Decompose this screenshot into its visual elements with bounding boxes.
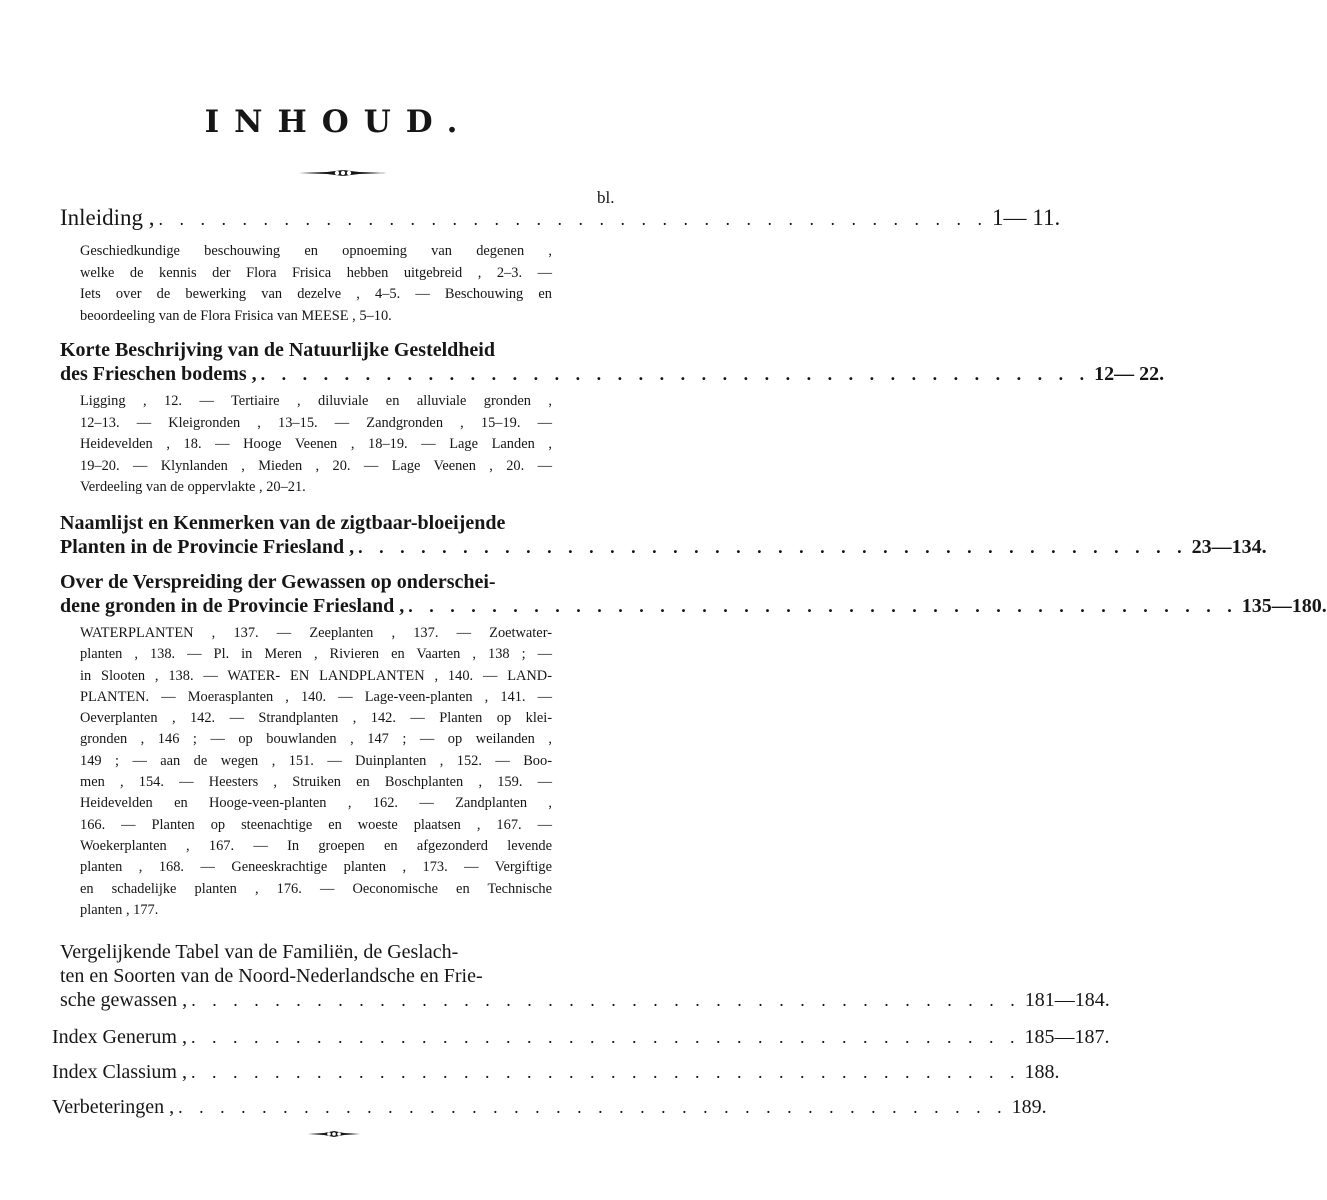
summary-line: WATERPLANTEN , 137. — Zeeplanten , 137. — Zoetwater- (80, 625, 552, 641)
summary-line: planten , 177. (80, 901, 159, 918)
toc-entry-naamlijst[interactable] (60, 511, 1267, 559)
summary-line: Verdeeling van de oppervlakte , 20–21. (80, 479, 306, 495)
toc-entry-verspreiding[interactable] (60, 570, 1327, 618)
toc-entry-label: Korte Beschrijving van de Natuurlijke Gesteldheid (60, 339, 495, 361)
summary-line: Iets over de bewerking van dezelve , 4–5. — Beschouwing en (80, 286, 552, 302)
summary-line: 19–20. — Klynlanden , Mieden , 20. — Lage Veenen , 20. — (80, 457, 552, 474)
summary-line: 12–13. — Kleigronden , 13–15. — Zandgronden , 15–19. — (80, 414, 552, 431)
toc-entry-korte-beschrijving[interactable] (60, 338, 1165, 386)
toc-entry-label: Index Classium , (52, 1061, 187, 1083)
toc-entry-label: ten en Soorten van de Noord-Nederlandsche en Frie- (60, 965, 483, 987)
summary-line: planten , 138. — Pl. in Meren , Rivieren en Vaarten , 138 ; — (80, 646, 552, 663)
toc-entry-pages: 23—134. (1191, 536, 1267, 558)
toc-entry-label: Over de Verspreiding der Gewassen op onderschei- (60, 571, 496, 593)
bottom-ornament-rule (306, 1129, 362, 1139)
toc-entry-label: Vergelijkende Tabel van de Familiën, de Geslach- (60, 941, 459, 963)
toc-entry-pages: 135—180. (1241, 595, 1327, 617)
summary-line: planten , 168. — Geneeskrachtige planten , 173. — Vergiftige (80, 859, 552, 876)
summary-line: men , 154. — Heesters , Struiken en Boschplanten , 159. — (80, 774, 552, 791)
dot-leader: . . . . . . . . . . . . . . . . . . . . . . . . . . . . . . . . . . . . . . . . (190, 1027, 1021, 1047)
summary-line: 166. — Planten op steenachtige en woeste plaatsen , 167. — (80, 816, 552, 833)
toc-entry-label: dene gronden in de Provincie Friesland , (60, 595, 405, 617)
toc-entry-pages: 12— 22. (1094, 363, 1165, 385)
toc-entry-index-classium[interactable] (52, 1060, 1060, 1084)
toc-entry-label: Planten in de Provincie Friesland , (60, 536, 355, 558)
summary-line: Geschiedkundige beschouwing en opnoeming van degenen , (80, 243, 552, 259)
toc-entry-label: sche gewassen , (60, 989, 188, 1011)
dot-leader: . . . . . . . . . . . . . . . . . . . . . . . . . . . . . . . . . . . . . . . . (408, 596, 1238, 616)
dot-leader: . . . . . . . . . . . . . . . . . . . . . . . . . . . . . . . . . . . . . . . . (260, 364, 1091, 384)
summary-line: en schadelijke planten , 176. — Oeconomische en Technische (80, 880, 552, 897)
toc-entry-vergelijkende-tabel[interactable] (60, 940, 1110, 1012)
summary-line: Heidevelden , 18. — Hooge Veenen , 18–19. — Lage Landen , (80, 436, 552, 452)
page-title: INHOUD. (204, 104, 473, 140)
toc-entry-index-generum[interactable] (52, 1025, 1110, 1049)
dot-leader: . . . . . . . . . . . . . . . . . . . . . . . . . . . . . . . . . . . . . . . . (358, 537, 1188, 557)
toc-entry-pages: 1— 11. (992, 205, 1061, 230)
toc-entry-label: Naamlijst en Kenmerken van de zigtbaar-bloeijende (60, 512, 506, 534)
top-ornament-rule (297, 168, 389, 178)
summary-line: beoordeeling van de Flora Frisica van MEESE , 5–10. (80, 307, 392, 324)
summary-line: Heidevelden en Hooge-veen-planten , 162. — Zandplanten , (80, 795, 552, 812)
summary-line: gronden , 146 ; — op bouwlanden , 147 ; — op weilanden , (80, 731, 552, 748)
dot-leader: . . . . . . . . . . . . . . . . . . . . . . . . . . . . . . . . . . . . . . . . (191, 1062, 1021, 1082)
page-column-header: bl. (597, 188, 615, 207)
summary-line: Ligging , 12. — Tertiaire , diluviale en alluviale gronden , (80, 393, 552, 409)
dot-leader: . . . . . . . . . . . . . . . . . . . . . . . . . . . . . . . . . . . . . . . . (191, 990, 1021, 1010)
toc-entry-summary (80, 623, 552, 921)
summary-line: Oeverplanten , 142. — Strandplanten , 142. — Planten op klei- (80, 710, 552, 727)
summary-line: PLANTEN. — Moerasplanten , 140. — Lage-veen-planten , 141. — (80, 688, 552, 705)
toc-entry-pages: 185—187. (1024, 1026, 1110, 1048)
toc-entry-pages: 181—184. (1024, 989, 1110, 1011)
summary-line: welke de kennis der Flora Frisica hebben uitgebreid , 2–3. — (80, 264, 552, 281)
toc-entry-label: Verbeteringen , (52, 1096, 175, 1118)
toc-entry-pages: 188. (1024, 1061, 1060, 1083)
summary-line: in Slooten , 138. — WATER- EN LANDPLANTEN , 140. — LAND- (80, 667, 552, 684)
toc-entry-pages: 189. (1011, 1096, 1047, 1118)
toc-entry-inleiding[interactable] (60, 205, 1061, 231)
toc-entry-summary (80, 241, 552, 327)
toc-entry-label: Inleiding , (60, 205, 155, 230)
dot-leader: . . . . . . . . . . . . . . . . . . . . . . . . . . . . . . . . . . . . . . . . (178, 1097, 1008, 1117)
summary-line: 149 ; — aan de wegen , 151. — Duinplanten , 152. — Boo- (80, 752, 552, 769)
summary-line: Woekerplanten , 167. — In groepen en afgezonderd levende (80, 837, 552, 854)
toc-entry-verbeteringen[interactable] (52, 1095, 1047, 1119)
dot-leader: . . . . . . . . . . . . . . . . . . . . . . . . . . . . . . . . . . . . . . . . (158, 209, 989, 229)
toc-entry-label: Index Generum , (52, 1026, 187, 1048)
toc-entry-summary (80, 391, 552, 499)
toc-entry-label: des Frieschen bodems , (60, 363, 257, 385)
